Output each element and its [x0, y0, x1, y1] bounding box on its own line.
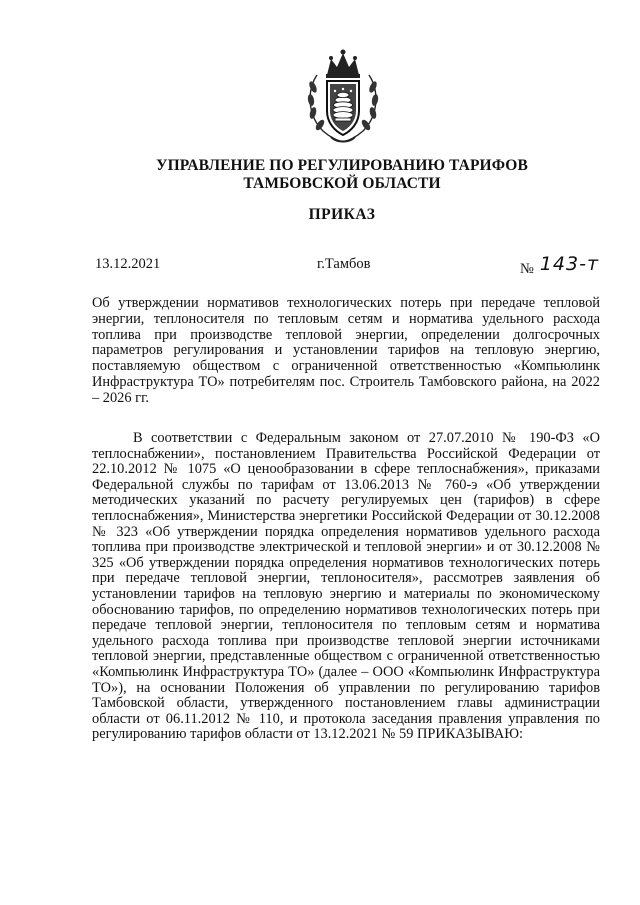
document-subject: Об утверждении нормативов технологических потерь при передаче тепловой энергии, теплоносителя по тепловым сетям и норматива удельного расхода топлива при производстве тепловой энергии, определении долгосрочных параметров регулирования и установлении тарифов на тепловую энергию, поставляемую обществом с ограниченной ответственностью «Компьюлинк Инфраструктура ТО» потребителям пос. Строитель Тамбовского района, на 2022 – 2026 гг.: [92, 295, 600, 406]
organization-name-line1: УПРАВЛЕНИЕ ПО РЕГУЛИРОВАНИЮ ТАРИФОВ: [156, 157, 528, 174]
document-body-paragraph: В соответствии с Федеральным законом от 27.07.2010 № 190-ФЗ «О теплоснабжении», постановлением Правительства Российской Федерации от 22.10.2012 № 1075 «О ценообразовании в сфере теплоснабжения», приказами Федеральной службы по тарифам от 13.06.2013 № 760-э «Об утверждении методических указаний по расчету регулируемых цен (тарифов) в сфере теплоснабжения», Министерства энергетики Российской Федерации от 30.12.2008 № 323 «Об утверждении порядка определения нормативов удельного расхода топлива при производстве электрической и тепловой энергии» и от 30.12.2008 № 325 «Об утверждении порядка определения нормативов технологических потерь при передаче тепловой энергии, теплоносителя», рассмотрев заявления об установлении тарифов на тепловую энергию и материалы по экономическому обоснованию тарифов, по определению нормативов технологических потерь при передаче тепловой энергии, теплоносителя по тепловым сетям и норматива удельного расхода топлива при производстве тепловой энергии источниками тепловой энергии, представленные обществом с ограниченной ответственностью «Компьюлинк Инфраструктура ТО» (далее – ООО «Компьюлинк Инфраструктура ТО»), на основании Положения об управлении по регулированию тарифов Тамбовской области, утвержденного постановлением главы администрации области от 06.11.2012 № 110, и протокола заседания правления управления по регулированию тарифов области от 13.12.2021 № 59 ПРИКАЗЫВАЮ:: [92, 430, 600, 743]
organization-name-line2: ТАМБОВСКОЙ ОБЛАСТИ: [243, 175, 441, 192]
document-meta-row: [95, 253, 600, 280]
number-sign: №: [520, 261, 534, 277]
document-city: г.Тамбов: [317, 256, 371, 272]
document-date: 13.12.2021: [95, 256, 161, 272]
document-type-title: ПРИКАЗ: [308, 206, 376, 223]
coat-of-arms-icon: [301, 45, 385, 145]
handwritten-number: 143-т: [539, 253, 600, 275]
document-number: [520, 253, 600, 278]
